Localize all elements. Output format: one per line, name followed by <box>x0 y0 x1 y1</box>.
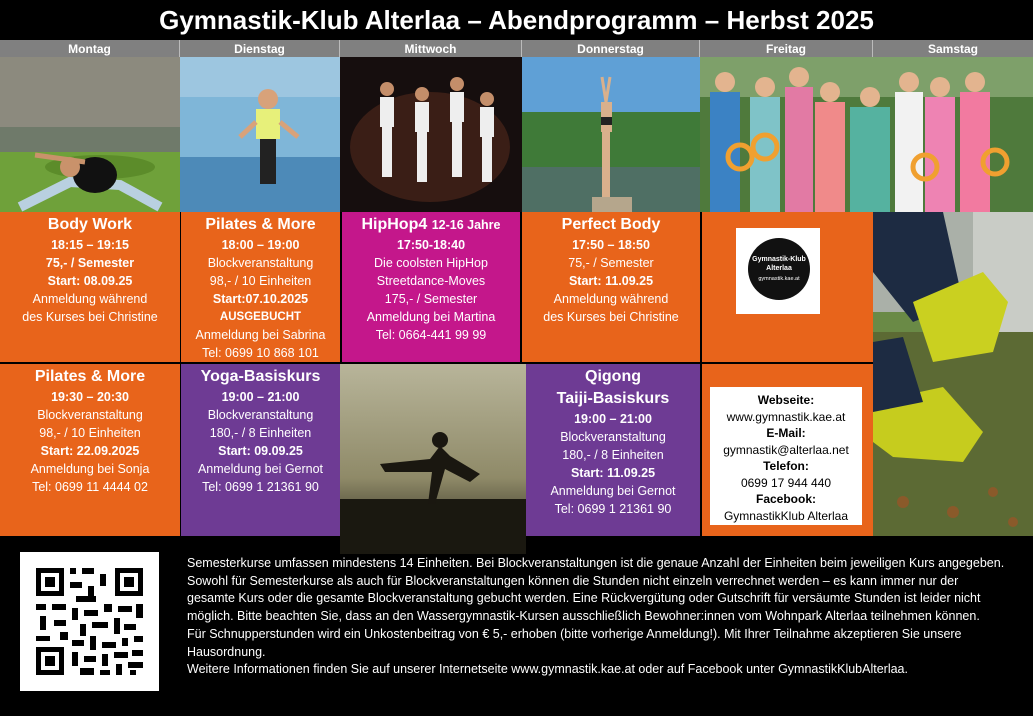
course-card-body-work <box>0 212 180 362</box>
photo-yoga-silhouette <box>340 364 526 554</box>
day-header-friday: Freitag <box>700 40 873 57</box>
day-header-wednesday: Mittwoch <box>340 40 522 57</box>
photo-yoga-pose-lake <box>522 57 700 212</box>
footer-paragraph-3: Weitere Informationen finden Sie auf unserer Internetseite www.gymnastik.kae.at oder auf Facebook unter GymnastikKlubAlterlaa. <box>187 662 908 677</box>
photo-group-women <box>700 57 1033 212</box>
photo-green-sneakers <box>873 212 1033 536</box>
course-start: Start: 09.09.25 <box>218 444 303 458</box>
course-price: 98,- / 10 Einheiten <box>39 426 141 440</box>
phone-label: Telefon: <box>763 459 809 473</box>
phone-number: 0699 17 944 440 <box>740 475 832 490</box>
course-title: Pilates & More <box>205 216 316 233</box>
course-title: Body Work <box>47 216 133 233</box>
course-status: AUSGEBUCHT <box>219 311 302 323</box>
course-type: Blockveranstaltung <box>207 256 314 270</box>
course-title: Perfect Body <box>561 216 661 233</box>
course-phone: Tel: 0664-441 99 99 <box>375 328 487 342</box>
day-header-tuesday: Dienstag <box>180 40 340 57</box>
course-registration: Anmeldung bei Martina <box>366 310 496 324</box>
course-title: Qigong <box>585 368 641 385</box>
photo-hiphop-dancers <box>340 57 522 212</box>
course-card-perfect-body <box>522 212 700 362</box>
course-phone: Tel: 0699 1 21361 90 <box>202 480 319 494</box>
course-start: Start: 11.09.25 <box>570 466 656 480</box>
logo-text-1: Gymnastik-Klub <box>752 255 806 263</box>
course-registration: Anmeldung während <box>553 292 669 306</box>
course-price: 180,- / 8 Einheiten <box>562 448 664 462</box>
footer-info <box>187 555 1007 679</box>
qr-code[interactable] <box>20 552 159 691</box>
course-description-2: Streetdance-Moves <box>376 274 486 288</box>
course-start: Start: 11.09.25 <box>568 274 654 288</box>
logo-text-3: gymnastik.kae.at <box>758 275 800 282</box>
course-registration: Anmeldung bei Sabrina <box>195 328 326 342</box>
day-header-monday: Montag <box>0 40 180 57</box>
club-logo <box>736 228 820 314</box>
course-registration: Anmeldung bei Gernot <box>550 484 676 498</box>
course-time: 19:30 – 20:30 <box>51 390 129 404</box>
course-start: Start: 08.09.25 <box>47 274 133 288</box>
course-registration: Anmeldung bei Sonja <box>30 462 150 476</box>
course-time: 17:50-18:40 <box>396 238 466 252</box>
course-type: Blockveranstaltung <box>560 430 666 444</box>
photo-stretching-woman <box>0 57 180 212</box>
facebook-link[interactable]: GymnastikKlub Alterlaa <box>723 508 849 523</box>
website-label: Webseite: <box>757 393 815 407</box>
course-title: Pilates & More <box>34 368 146 385</box>
course-card-qigong <box>526 364 700 536</box>
course-title: HipHop4 <box>361 216 428 233</box>
course-time: 17:50 – 18:50 <box>572 238 650 252</box>
course-registration: Anmeldung bei Gernot <box>197 462 324 476</box>
email-label: E-Mail: <box>766 426 806 440</box>
course-price: 180,- / 8 Einheiten <box>209 426 312 440</box>
course-type: Blockveranstaltung <box>37 408 143 422</box>
course-type: Blockveranstaltung <box>207 408 314 422</box>
course-description: Die coolsten HipHop <box>374 256 488 270</box>
course-time: 19:00 – 21:00 <box>574 412 652 426</box>
course-card-pilates-monday <box>0 364 180 536</box>
facebook-label: Facebook: <box>755 492 816 506</box>
course-card-hiphop <box>342 212 520 362</box>
course-start: Start:07.10.2025 <box>212 292 309 306</box>
course-time: 18:15 – 19:15 <box>51 238 129 252</box>
course-title: Yoga-Basiskurs <box>200 368 321 385</box>
course-phone: Tel: 0699 1 21361 90 <box>554 502 672 516</box>
footer-paragraph-2: Für Schnupperstunden wird ein Unkostenbeitrag von € 5,- erhoben (bitte vorherige Anmeldung!). Mit Ihrer Teilnahme akzeptieren Sie unsere Hausordnung. <box>187 626 962 659</box>
website-link[interactable]: www.gymnastik.kae.at <box>726 409 846 424</box>
course-registration-2: des Kurses bei Christine <box>22 310 158 324</box>
day-header-saturday: Samstag <box>873 40 1033 57</box>
course-registration: Anmeldung während <box>32 292 148 306</box>
course-card-yoga <box>181 364 340 536</box>
course-title-2: Taiji-Basiskurs <box>556 390 670 407</box>
course-time: 18:00 – 19:00 <box>221 238 300 252</box>
course-registration-2: des Kurses bei Christine <box>543 310 679 324</box>
course-time: 19:00 – 21:00 <box>221 390 300 404</box>
photo-pilates-lake <box>180 57 340 212</box>
footer-paragraph-1: Semesterkurse umfassen mindestens 14 Einheiten. Bei Blockveranstaltungen ist die genaue Anzahl der Einheiten beim jeweiligen Kurs angegeben. Sowohl für Semesterkurse als auch für Blockveranstaltungen können die Stunden nicht einzeln verrechnet werden – es kann immer nur der gesamte Kurs oder die gesamte Blockveranstaltung gebucht werden. Eine Rückvergütung oder Gutschrift für versäumte Stunden ist leider nicht möglich. Bitte beachten Sie, dass an den Wassergymnastik-Kursen ausschließlich Bewohner:innen vom Wohnpark Alterlaa teilnehmen können. <box>187 556 1005 624</box>
email-link[interactable]: gymnastik@alterlaa.net <box>723 442 849 457</box>
course-price: 75,- / Semester <box>45 256 135 270</box>
course-price: 175,- / Semester <box>384 292 478 306</box>
contact-box <box>710 387 862 525</box>
course-age: 12-16 Jahre <box>431 218 501 232</box>
course-start: Start: 22.09.2025 <box>40 444 140 458</box>
course-card-pilates-tuesday <box>181 212 340 362</box>
logo-text-2: Alterlaa <box>766 264 792 272</box>
course-price: 98,- / 10 Einheiten <box>209 274 312 288</box>
page-title: Gymnastik-Klub Alterlaa – Abendprogramm – Herbst 2025 <box>159 4 874 35</box>
day-header-thursday: Donnerstag <box>522 40 700 57</box>
course-phone: Tel: 0699 10 868 101 <box>202 346 319 360</box>
course-price: 75,- / Semester <box>568 256 654 270</box>
course-phone: Tel: 0699 11 4444 02 <box>32 480 148 494</box>
